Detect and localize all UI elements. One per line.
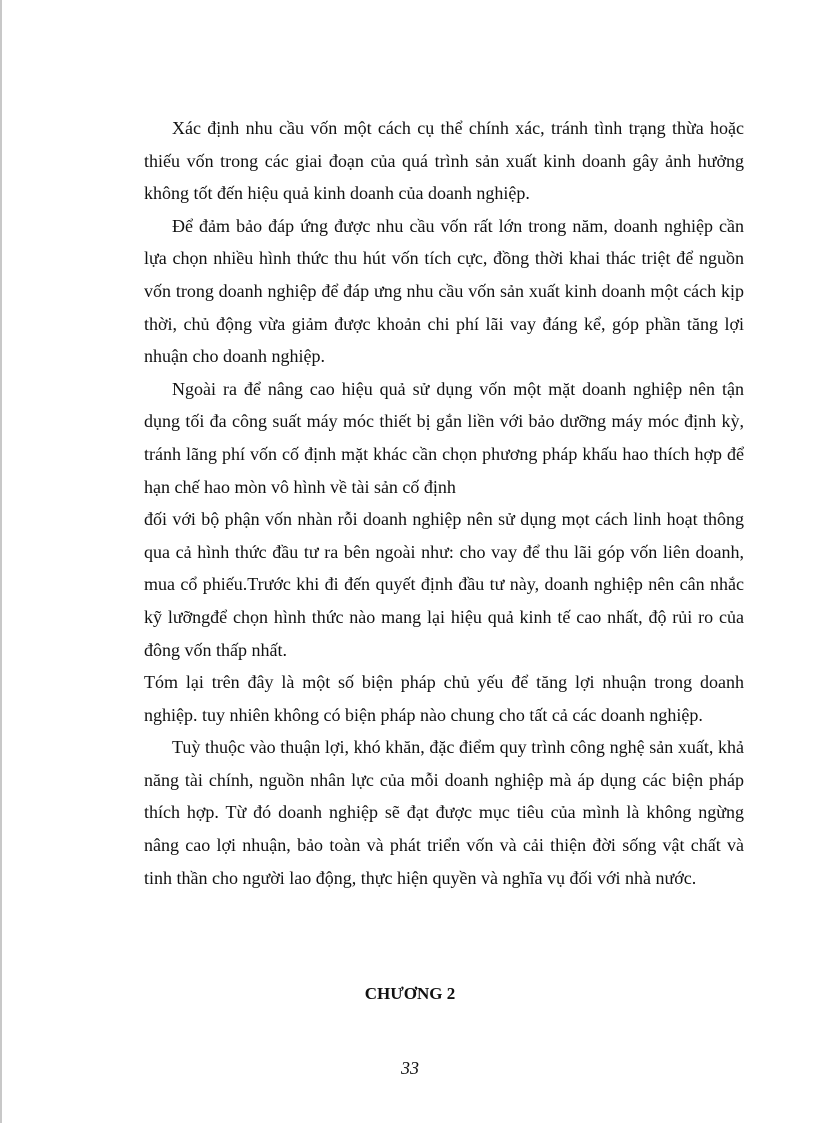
paragraph-4: đối với bộ phận vốn nhàn rỗi doanh nghiệp nên sử dụng mọt cách linh hoạt thông qua cả hình thức đầu tư ra bên ngoài như: cho vay để thu lãi góp vốn liên doanh, mua cổ phiếu.Trước khi đi đến quyết định đầu tư này, doanh nghiệp nên cân nhắc kỹ lưỡngđể chọn hình thức nào mang lại hiệu quả kinh tế cao nhất, độ rủi ro của đông vốn thấp nhất. — [144, 509, 744, 660]
paragraph-3: Ngoài ra để nâng cao hiệu quả sử dụng vốn một mặt doanh nghiệp nên tận dụng tối đa công suất máy móc thiết bị gắn liền với bảo dưỡng máy móc định kỳ, tránh lãng phí vốn cố định mặt khác cần chọn phương pháp khấu hao thích hợp để hạn chế hao mòn vô hình về tài sản cố định — [144, 378, 744, 497]
body-text — [144, 112, 744, 894]
paragraph-1: Xác định nhu cầu vốn một cách cụ thể chính xác, tránh tình trạng thừa hoặc thiếu vốn trong các giai đoạn của quá trình sản xuất kinh doanh gây ảnh hưởng không tốt đến hiệu quả kinh doanh của doanh nghiệp. — [144, 118, 744, 204]
paragraph-2: Để đảm bảo đáp ứng được nhu cầu vốn rất lớn trong năm, doanh nghiệp cần lựa chọn nhiều hình thức thu hút vốn tích cực, đồng thời khai thác triệt để nguồn vốn trong doanh nghiệp để đáp ưng nhu cầu vốn sản xuất kinh doanh một cách kịp thời, chủ động vừa giảm được khoản chi phí lãi vay đáng kể, góp phần tăng lợi nhuận cho doanh nghiệp. — [144, 215, 744, 367]
page-number: 33 — [401, 1058, 419, 1078]
chapter-heading: CHƯƠNG 2 — [364, 984, 456, 1003]
paragraph-6: Tuỳ thuộc vào thuận lợi, khó khăn, đặc điểm quy trình công nghệ sản xuất, khả năng tài chính, nguồn nhân lực của mỗi doanh nghiệp mà áp dụng các biện pháp thích hợp. Từ đó doanh nghiệp sẽ đạt được mục tiêu của mình là không ngừng nâng cao lợi nhuận, bảo toàn và phát triển vốn và cải thiện đời sống vật chất và tinh thần cho người lao động, thực hiện quyền và nghĩa vụ đối với nhà nước. — [144, 737, 744, 888]
paragraph-5: Tóm lại trên đây là một số biện pháp chủ yếu để tăng lợi nhuận trong doanh nghiệp. tuy nhiên không có biện pháp nào chung cho tất cả các doanh nghiệp. — [144, 672, 744, 725]
